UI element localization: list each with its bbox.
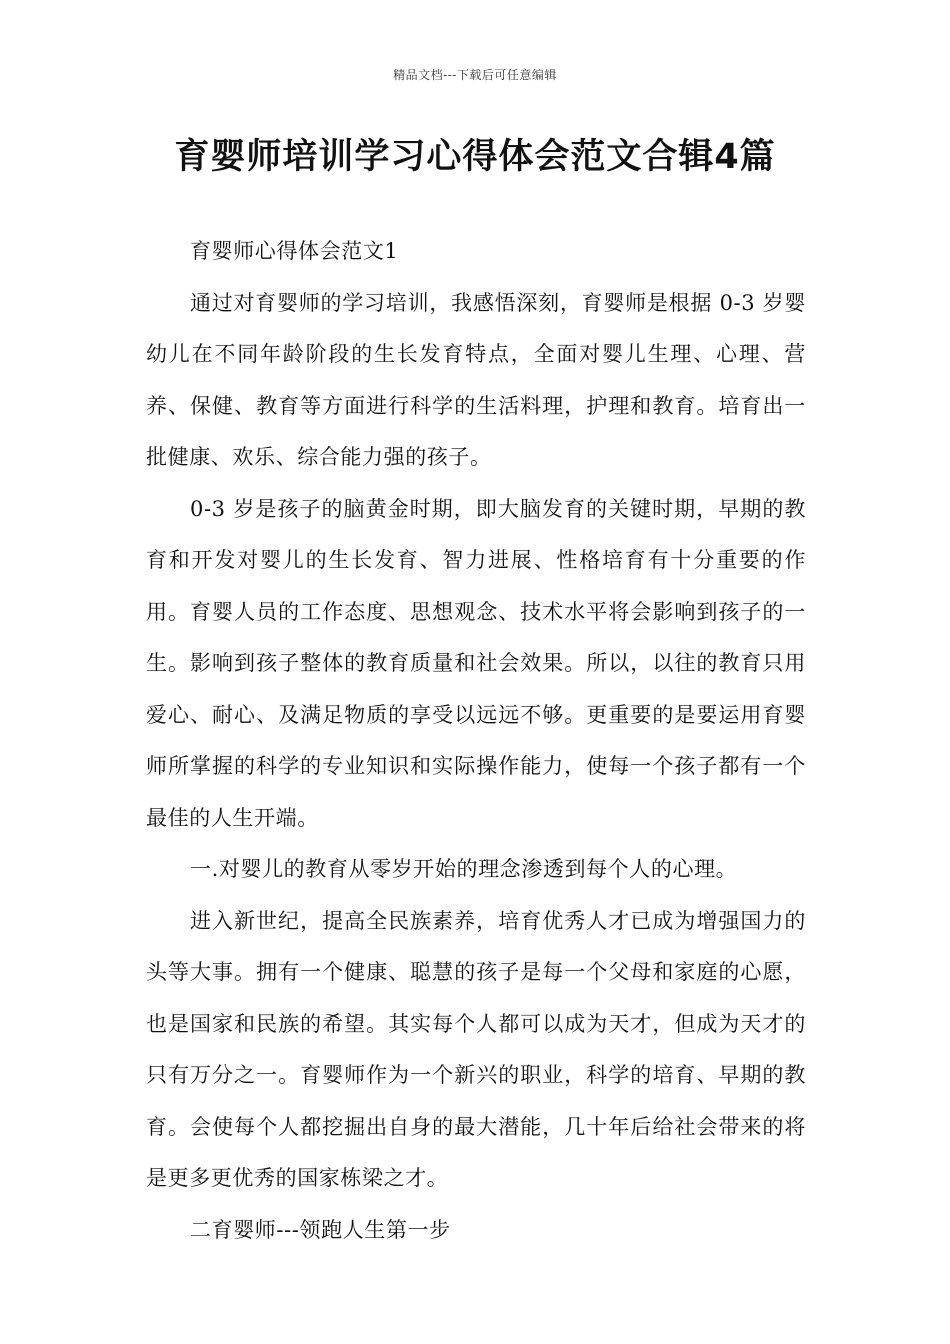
paragraph: 进入新世纪，提高全民族素养，培育优秀人才已成为增强国力的头等大事。拥有一个健康、聪慧的孩子是每一个父母和家庭的心愿，也是国家和民族的希望。其实每个人都可以成为天才，但成为天才的只有万分之一。育婴师作为一个新兴的职业，科学的培育、早期的教育。会使每个人都挖掘出自身的最大潜能，几十年后给社会带来的将是更多更优秀的国家栋梁之才。 [146, 908, 806, 1190]
subheading: 二育婴师---领跑人生第一步 [190, 1217, 451, 1242]
section-heading: 育婴师心得体会范文1 [190, 239, 399, 263]
document-title: 育婴师培训学习心得体会范文合辑4篇 [174, 137, 776, 177]
paragraph: 0-3 岁是孩子的脑黄金时期，即大脑发育的关键时期，早期的教育和开发对婴儿的生长发育、智力进展、性格培育有十分重要的作用。育婴人员的工作态度、思想观念、技术水平将会影响到孩子的一生。影响到孩子整体的教育质量和社会效果。所以，以往的教育只用爱心、耐心、及满足物质的享受以远远不够。更重要的是要运用育婴师所掌握的科学的专业知识和实际操作能力，使每一个孩子都有一个最佳的人生开端。 [146, 496, 806, 830]
paragraph: 通过对育婴师的学习培训，我感悟深刻，育婴师是根据 0-3 岁婴幼儿在不同年龄阶段的生长发育特点，全面对婴儿生理、心理、营养、保健、教育等方面进行科学的生活料理，护理和教育。培育出一批健康、欢乐、综合能力强的孩子。 [146, 290, 806, 469]
document-body [146, 226, 806, 1256]
header-note: 精品文档---下载后可任意编辑 [393, 68, 557, 82]
subheading: 一.对婴儿的教育从零岁开始的理念渗透到每个人的心理。 [190, 857, 738, 881]
